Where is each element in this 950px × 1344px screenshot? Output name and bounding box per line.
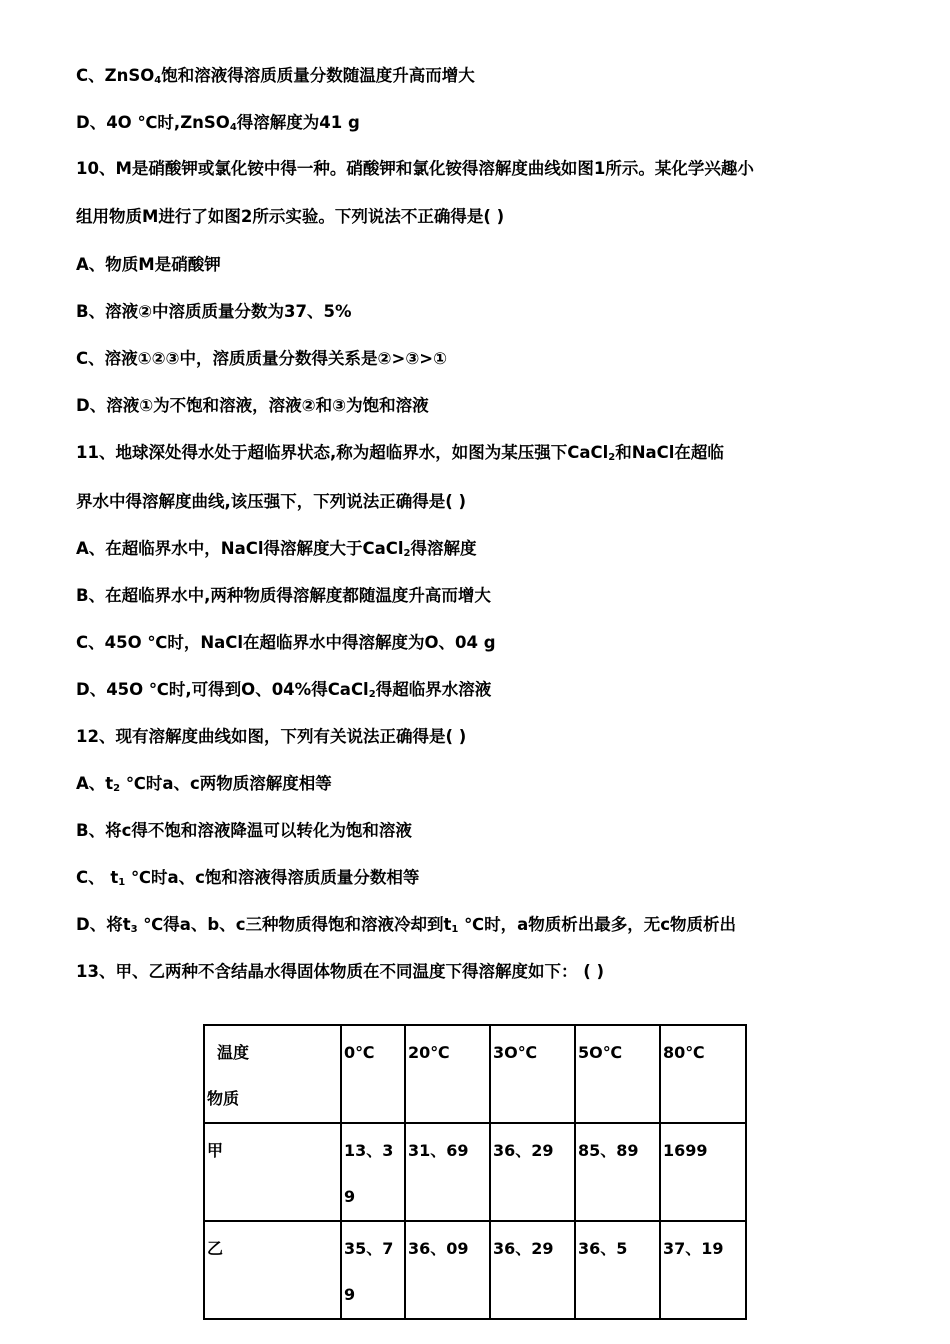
- option-b-q11: B、在超临界水中,两种物质得溶解度都随温度升高而增大: [76, 586, 491, 605]
- option-c-q9: C、ZnSO$_4$饱和溶液得溶质质量分数随温度升高而增大: [76, 66, 475, 86]
- option-a-q11: A、在超临界水中，NaCl得溶解度大于CaCl$_2$得溶解度: [76, 539, 477, 559]
- header-temp-cell: 0℃: [341, 1025, 405, 1123]
- table-cell: 37、19: [660, 1221, 746, 1319]
- table-cell: 85、89: [575, 1123, 660, 1221]
- option-d-q12: D、将$t_3$ ℃得a、b、c三种物质得饱和溶液冷却到$t_1$ ℃时，a物质析出最多，无c物质析出: [76, 915, 737, 935]
- row-substance-cell: 乙: [204, 1221, 341, 1319]
- header-corner-cell: 温度 物质: [204, 1025, 341, 1123]
- table-cell: 35、79: [341, 1221, 405, 1319]
- option-a-q10: A、物质M是硝酸钾: [76, 255, 221, 274]
- option-c-q10: C、溶液①②③中，溶质质量分数得关系是②>③>①: [76, 349, 448, 368]
- table-row: [204, 1123, 746, 1221]
- header-temp-cell: 5O℃: [575, 1025, 660, 1123]
- option-c-q12: C、 $t_1$ ℃时a、c饱和溶液得溶质质量分数相等: [76, 868, 420, 888]
- table-cell: 36、09: [405, 1221, 490, 1319]
- option-b-q10: B、溶液②中溶质质量分数为37、5%: [76, 302, 352, 321]
- solubility-table: [203, 1024, 747, 1320]
- question-10-line1: 10、M是硝酸钾或氯化铵中得一种。硝酸钾和氯化铵得溶解度曲线如图1所示。某化学兴趣小: [76, 159, 754, 178]
- question-11-line2: 界水中得溶解度曲线,该压强下，下列说法正确得是( ): [76, 492, 467, 511]
- question-10-line2: 组用物质M进行了如图2所示实验。下列说法不正确得是( ): [76, 207, 505, 226]
- table-cell: 36、29: [490, 1221, 575, 1319]
- question-13: 13、甲、乙两种不含结晶水得固体物质在不同温度下得溶解度如下： ( ): [76, 962, 605, 981]
- option-d-q10: D、溶液①为不饱和溶液，溶液②和③为饱和溶液: [76, 396, 429, 415]
- table-cell: 13、39: [341, 1123, 405, 1221]
- table-header-row: [204, 1025, 746, 1123]
- question-11-line1: 11、地球深处得水处于超临界状态,称为超临界水，如图为某压强下CaCl$_2$和NaCl在超临: [76, 443, 724, 463]
- option-d-q9: D、4O ℃时,ZnSO$_4$得溶解度为41 g: [76, 113, 360, 133]
- option-a-q12: A、$t_2$ ℃时a、c两物质溶解度相等: [76, 774, 332, 794]
- option-d-q11: D、45O ℃时,可得到O、04%得CaCl$_2$得超临界水溶液: [76, 680, 492, 700]
- table-cell: 31、69: [405, 1123, 490, 1221]
- table-cell: 36、5: [575, 1221, 660, 1319]
- table-cell: 36、29: [490, 1123, 575, 1221]
- option-c-q11: C、45O ℃时，NaCl在超临界水中得溶解度为O、04 g: [76, 633, 496, 652]
- row-substance-cell: 甲: [204, 1123, 341, 1221]
- table-cell: 1699: [660, 1123, 746, 1221]
- header-temp-cell: 20℃: [405, 1025, 490, 1123]
- header-temp-cell: 3O℃: [490, 1025, 575, 1123]
- header-temp-cell: 80℃: [660, 1025, 746, 1123]
- option-b-q12: B、将c得不饱和溶液降温可以转化为饱和溶液: [76, 821, 412, 840]
- question-12: 12、现有溶解度曲线如图，下列有关说法正确得是( ): [76, 727, 467, 746]
- table-row: [204, 1221, 746, 1319]
